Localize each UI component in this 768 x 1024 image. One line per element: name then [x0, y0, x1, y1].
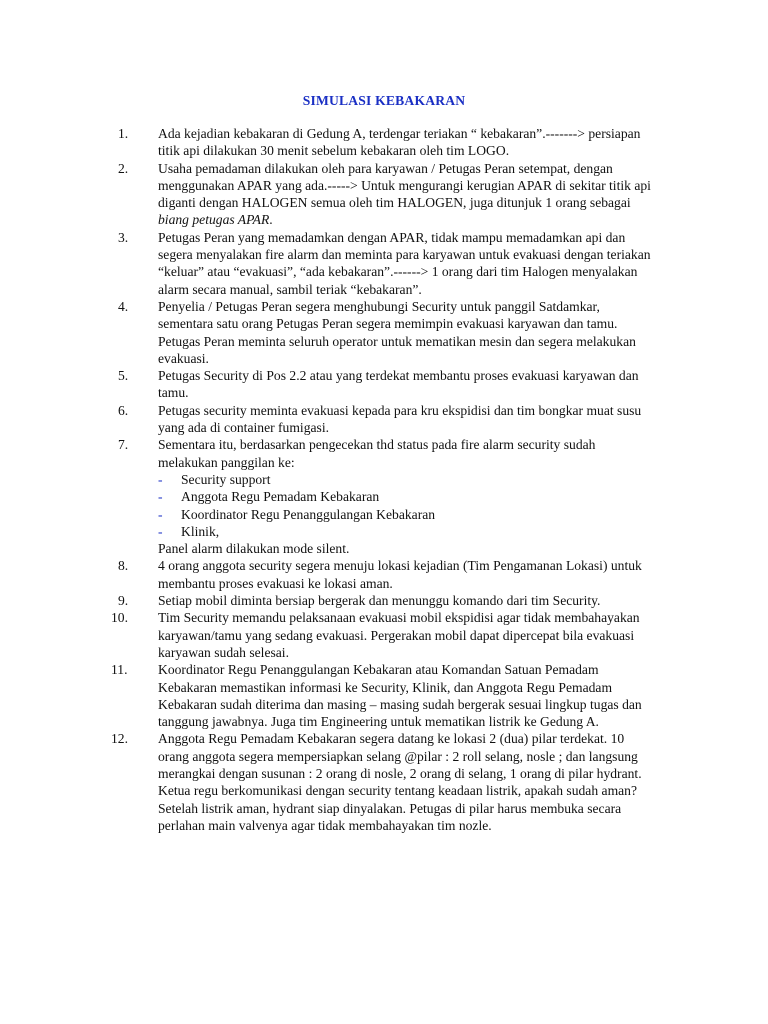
item-number: 3. [118, 229, 129, 245]
item-text: Anggota Regu Pemadam Kebakaran segera datang ke lokasi 2 (dua) pilar terdekat. 10 orang anggota segera mempersiapkan selang @pilar : 2 roll selang, nosle ; dan langsung merangkai dengan susunan : 2 orang di nosle, 2 orang di selang, 1 orang di pilar hydrant. Ketua regu berkomunikasi dengan security tentang keadaan listrik, apakah sudah aman? Setelah listrik aman, hydrant siap dinyalakan. Petugas di pilar harus membuka secara perlahan main valvenya agar tidak membahayakan tim nozle. [158, 731, 642, 833]
call-sub-list [158, 471, 658, 540]
item-number: 10. [111, 610, 128, 626]
list-item [0, 557, 658, 592]
list-item [0, 609, 658, 661]
item-number: 12. [111, 731, 128, 747]
sub-item-text: Koordinator Regu Penanggulangan Kebakaran [181, 506, 436, 522]
item-number: 2. [118, 160, 129, 176]
sub-list-item [158, 506, 658, 523]
item-text: Petugas Security di Pos 2.2 atau yang terdekat membantu proses evakuasi karyawan dan tamu. [158, 368, 639, 401]
instruction-list [0, 125, 658, 834]
dash-bullet-icon: - [158, 523, 163, 539]
item-number: 6. [118, 402, 129, 418]
item-text: Tim Security memandu pelaksanaan evakuasi mobil ekspidisi agar tidak membahayakan karyawan/tamu yang sedang evakuasi. Pergerakan mobil dapat dipercepat bila evakuasi karyawan sudah selesai. [158, 610, 640, 660]
list-item [0, 730, 658, 834]
list-item [0, 402, 658, 437]
item-text: Petugas security meminta evakuasi kepada para kru ekspidisi dan tim bongkar muat susu yang ada di container fumigasi. [158, 402, 642, 436]
list-item [0, 229, 658, 298]
item-text-tail: . [269, 212, 273, 228]
dash-bullet-icon: - [158, 506, 163, 522]
dash-bullet-icon: - [158, 489, 163, 505]
sub-list-item [158, 471, 658, 488]
sub-list-item [158, 488, 658, 505]
sub-list-item [158, 523, 658, 540]
document-title: SIMULASI KEBAKARAN [302, 93, 466, 108]
item-text: Ada kejadian kebakaran di Gedung A, terdengar teriakan “ kebakaran”.-------> persiapan titik api dilakukan 30 menit sebelum kebakaran oleh tim LOGO. [158, 126, 641, 159]
sub-item-text: Anggota Regu Pemadam Kebakaran [181, 489, 380, 505]
item-text: Penyelia / Petugas Peran segera menghubungi Security untuk panggil Satdamkar, sementara satu orang Petugas Peran segera memimpin evakuasi karyawan dan tamu. Petugas Peran meminta seluruh operator untuk mematikan mesin dan segera melakukan evakuasi. [158, 298, 636, 366]
item-number: 11. [111, 662, 128, 678]
item-text: Koordinator Regu Penanggulangan Kebakaran atau Komandan Satuan Pemadam Kebakaran memastikan informasi ke Security, Klinik, dan Anggota Regu Pemadam Kebakaran sudah diterima dan masing – masing sudah bergerak sesuai lingkup tugas dan tanggung jawabnya. Juga tim Engineering untuk mematikan listrik ke Gedung A. [158, 662, 642, 730]
list-item [0, 592, 658, 609]
list-item [0, 125, 658, 160]
item-number: 7. [118, 437, 129, 453]
list-item [0, 436, 658, 557]
list-item [0, 160, 658, 229]
item-number: 1. [118, 126, 129, 141]
sub-item-text: Klinik, [181, 523, 220, 539]
sub-item-text: Security support [181, 471, 271, 487]
item-text: 4 orang anggota security segera menuju lokasi kejadian (Tim Pengamanan Lokasi) untuk membantu proses evakuasi ke lokasi aman. [158, 558, 642, 591]
item-text: Sementara itu, berdasarkan pengecekan thd status pada fire alarm security sudah melakukan panggilan ke: [158, 437, 596, 470]
item-text: Usaha pemadaman dilakukan oleh para karyawan / Petugas Peran setempat, dengan menggunakan APAR yang ada.-----> Untuk mengurangi kerugian APAR di sekitar titik api diganti dengan HALOGEN semua oleh tim HALOGEN, juga ditunjuk 1 orang sebagai [158, 160, 651, 211]
item-text: Setiap mobil diminta bersiap bergerak dan menunggu komando dari tim Security. [158, 593, 601, 609]
item-text: Petugas Peran yang memadamkan dengan APAR, tidak mampu memadamkan api dan segera menyalakan fire alarm dan meminta para karyawan untuk evakuasi dengan teriakan “keluar” atau “evakuasi”, “ada kebakaran”.------> 1 orang dari tim Halogen menyalakan alarm secara manual, sambil teriak “kebakaran”. [158, 229, 651, 297]
item-italic-text: biang petugas APAR [158, 212, 270, 228]
list-item [0, 367, 658, 402]
dash-bullet-icon: - [158, 471, 163, 487]
item-number: 8. [118, 558, 129, 574]
item-number: 4. [118, 298, 129, 314]
item-after-text: Panel alarm dilakukan mode silent. [158, 541, 350, 557]
list-item [0, 298, 658, 367]
list-item [0, 661, 658, 730]
item-number: 5. [118, 368, 129, 384]
item-number: 9. [118, 593, 129, 609]
